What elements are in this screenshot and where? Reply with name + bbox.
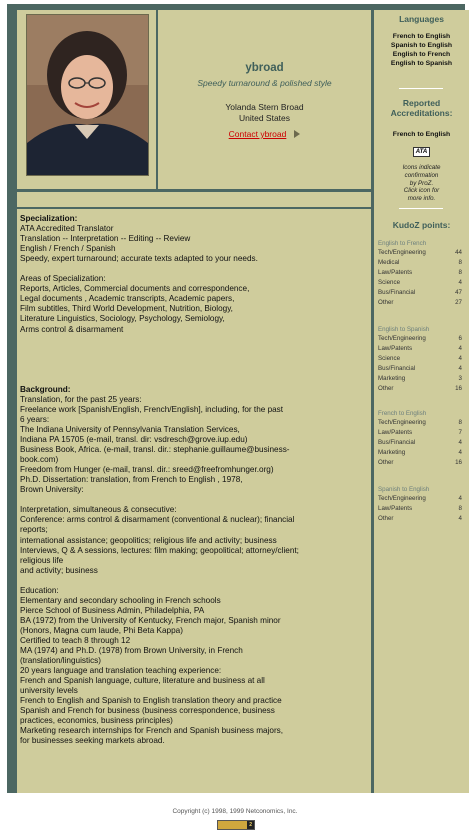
kudoz-points-value: 3 [458,375,462,382]
text-line: 20 years language and translation teaching experience: [20,666,222,676]
kudoz-row [378,364,462,374]
text-line: Interviews, Q & A sessions, lectures: film making; geopolitical; attorney/client; [20,545,299,555]
text-line: Arms control & disarmament [20,324,124,334]
kudoz-field: Tech/Engineering [378,335,426,342]
kudoz-title: KudoZ points: [392,220,451,230]
text-line: for businesses seeking markets abroad. [20,736,165,746]
language-pairs [374,32,469,68]
kudoz-row [378,354,462,364]
language-pair: English to Spanish [390,60,453,67]
text-line: Speedy, expert turnaround; accurate texts adapted to your needs. [20,254,258,264]
text-line: Education: [20,585,59,595]
text-line: French to English and Spanish to English translation theory and practice [20,696,282,706]
kudoz-field: Bus/Financial [378,439,416,446]
note-line: Icons indicate [402,164,441,171]
kudoz-points-value: 8 [458,419,462,426]
kudoz-points-value: 4 [458,279,462,286]
kudoz-points-value: 4 [458,449,462,456]
kudoz-points-value: 47 [455,289,462,296]
kudoz-row [378,438,462,448]
divider [399,208,443,209]
kudoz-field: Tech/Engineering [378,495,426,502]
kudoz-field: Science [378,279,401,286]
text-line: The Indiana University of Pennsylvania Translation Services, [20,424,240,434]
text-line [20,375,362,385]
language-pair: Spanish to English [390,42,453,49]
kudoz-row [378,288,462,298]
text-line: university levels [20,686,78,696]
kudoz-points-value: 8 [458,505,462,512]
sidebar [374,10,469,793]
text-line: English / French / Spanish [20,244,116,254]
text-line [20,365,362,375]
text-line: practices, economics, business principles) [20,716,173,726]
text-line: BA (1972) from the University of Kentucky, French major, Spanish minor [20,615,281,625]
kudoz-field: Tech/Engineering [378,419,426,426]
kudoz-row [378,344,462,354]
profile-description [20,214,362,746]
section-heading: Background: [20,384,71,394]
note-line: more info. [407,195,436,203]
text-line: Spanish and French for business (business correspondence, business [20,706,275,716]
text-line: ATA Accredited Translator [20,224,114,234]
kudoz-row [378,384,462,394]
kudoz-field: Science [378,355,401,362]
text-line: Translation -- Interpretation -- Editing -- Review [20,234,191,244]
text-line: Marketing research internships for French and Spanish business majors, [20,726,284,736]
divider [399,88,443,89]
kudoz-pair-title: French to English [378,410,427,417]
kudoz-group [378,240,462,308]
contact-row [158,129,371,139]
tagline: Speedy turnaround & polished style [197,78,332,88]
kudoz-field: Law/Patents [378,429,413,436]
accred-pair: French to English [392,131,451,138]
kudoz-pair-title: English to Spanish [378,326,430,333]
text-line: Freedom from Hunger (e-mail, transl. dir.: sreed@freefromhunger.org) [20,465,274,475]
kudoz-field: Other [378,299,394,306]
kudoz-row [378,428,462,438]
kudoz-row [378,248,462,258]
language-pair: English to French [392,51,451,58]
accreditations-title: Reported Accreditations: [390,98,453,118]
text-line: MA (1974) and Ph.D. (1978) from Brown University, in French [20,646,243,656]
kudoz-row [378,268,462,278]
netconomics-logo-icon[interactable] [217,820,255,830]
text-line: Translation, for the past 25 years: [20,394,142,404]
kudoz-points-value: 4 [458,439,462,446]
portrait-image [27,15,148,175]
kudoz-group [378,486,462,524]
text-line: Brown University: [20,485,84,495]
kudoz-field: Law/Patents [378,345,413,352]
kudoz-row [378,494,462,504]
kudoz-row [378,514,462,524]
kudoz-row [378,418,462,428]
kudoz-field: Other [378,385,394,392]
kudoz-points-value: 4 [458,345,462,352]
kudoz-row [378,298,462,308]
text-line: reports; [20,525,48,535]
text-line: and activity; business [20,565,98,575]
text-line: Legal documents , Academic transcripts, Academic papers, [20,294,235,304]
text-line [20,335,362,345]
kudoz-points-value: 8 [458,269,462,276]
logo-number: 2 [249,822,252,828]
kudoz-points-value: 16 [455,385,462,392]
kudoz-row [378,374,462,384]
kudoz-row [378,278,462,288]
text-line [20,264,362,274]
text-line: Film subtitles, Third World Development, Nutrition, Biology, [20,304,233,314]
kudoz-field: Medical [378,259,400,266]
text-line: religious life [20,555,64,565]
kudoz-points-value: 16 [455,459,462,466]
kudoz-field: Other [378,459,394,466]
ata-badge-icon[interactable]: ATA [413,147,430,157]
languages-title: Languages [399,14,444,24]
kudoz-field: Marketing [378,449,406,456]
kudoz-points-value: 4 [458,365,462,372]
kudoz-points-value: 6 [458,335,462,342]
kudoz-points-value: 7 [458,429,462,436]
kudoz-pair-title: Spanish to English [378,486,430,493]
kudoz-group [378,410,462,468]
note-line: by ProZ. [409,179,434,187]
kudoz-points-value: 4 [458,515,462,522]
text-line: (translation/linguistics) [20,656,101,666]
name-cell [158,10,371,189]
text-line: Elementary and secondary schooling in French schools [20,595,221,605]
kudoz-field: Law/Patents [378,505,413,512]
text-line: Certified to teach 8 through 12 [20,635,131,645]
text-line [20,495,362,505]
text-line [20,345,362,355]
kudoz-field: Bus/Financial [378,289,416,296]
country: United States [238,113,291,123]
username: ybroad [245,62,284,74]
kudoz-field: Bus/Financial [378,365,416,372]
language-pair: French to English [392,33,451,40]
section-heading: Specialization: [20,214,78,223]
full-name: Yolanda Stern Broad [225,102,304,112]
profile-photo [26,14,149,176]
main-content [17,209,371,793]
kudoz-points-value: 44 [455,249,462,256]
text-line [20,355,362,365]
spacer-row [17,192,371,207]
text-line: international assistance; geopolitics; religious life and activity; business [20,535,277,545]
kudoz-field: Marketing [378,375,406,382]
note-line: confirmation [404,171,439,179]
kudoz-points-value: 27 [455,299,462,306]
kudoz-field: Law/Patents [378,269,413,276]
photo-cell [17,10,156,189]
kudoz-points-value: 4 [458,355,462,362]
contact-link[interactable]: Contact ybroad [228,129,287,139]
text-line: Pierce School of Business Admin, Philadelphia, PA [20,605,205,615]
text-line: French and Spanish language, culture, literature and business at all [20,676,265,686]
text-line: Indiana PA 15705 (e-mail, transl. dir: vsdresch@grove.iup.edu) [20,435,248,445]
text-line: Reports, Articles, Commercial documents and correspondence, [20,284,250,294]
kudoz-field: Other [378,515,394,522]
kudoz-pair-title: English to French [378,240,427,247]
text-line: Freelance work [Spanish/English, French/English], including, for the past [20,404,284,414]
kudoz-row [378,334,462,344]
copyright: Copyright (c) 1998, 1999 Netconomics, Inc. [172,808,298,815]
text-line [20,576,362,586]
arrow-right-icon[interactable] [294,130,300,138]
text-line: Interpretation, simultaneous & consecutive: [20,505,177,515]
text-line: 6 years: [20,414,50,424]
kudoz-points-value: 8 [458,259,462,266]
kudoz-row [378,258,462,268]
kudoz-row [378,504,462,514]
text-line: book.com) [20,455,59,465]
text-line: (Honors, Magna cum laude, Phi Beta Kappa) [20,625,183,635]
kudoz-group [378,326,462,394]
text-line: Business Book, Africa. (e-mail, transl. dir.: stephanie.guillaume@business- [20,445,290,455]
text-line: Conference: arms control & disarmament (conventional & nuclear); financial [20,515,295,525]
kudoz-points-value: 4 [458,495,462,502]
note-line: Click icon for [403,187,440,195]
text-line: Literature Linguistics, Sociology, Psychology, Semiology, [20,314,225,324]
kudoz-row [378,448,462,458]
kudoz-field: Tech/Engineering [378,249,426,256]
kudoz-row [378,458,462,468]
profile-frame [7,4,465,793]
icon-note [374,164,469,203]
text-line: Areas of Specialization: [20,274,106,284]
text-line: Ph.D. Dissertation: translation, from French to English , 1978, [20,475,243,485]
